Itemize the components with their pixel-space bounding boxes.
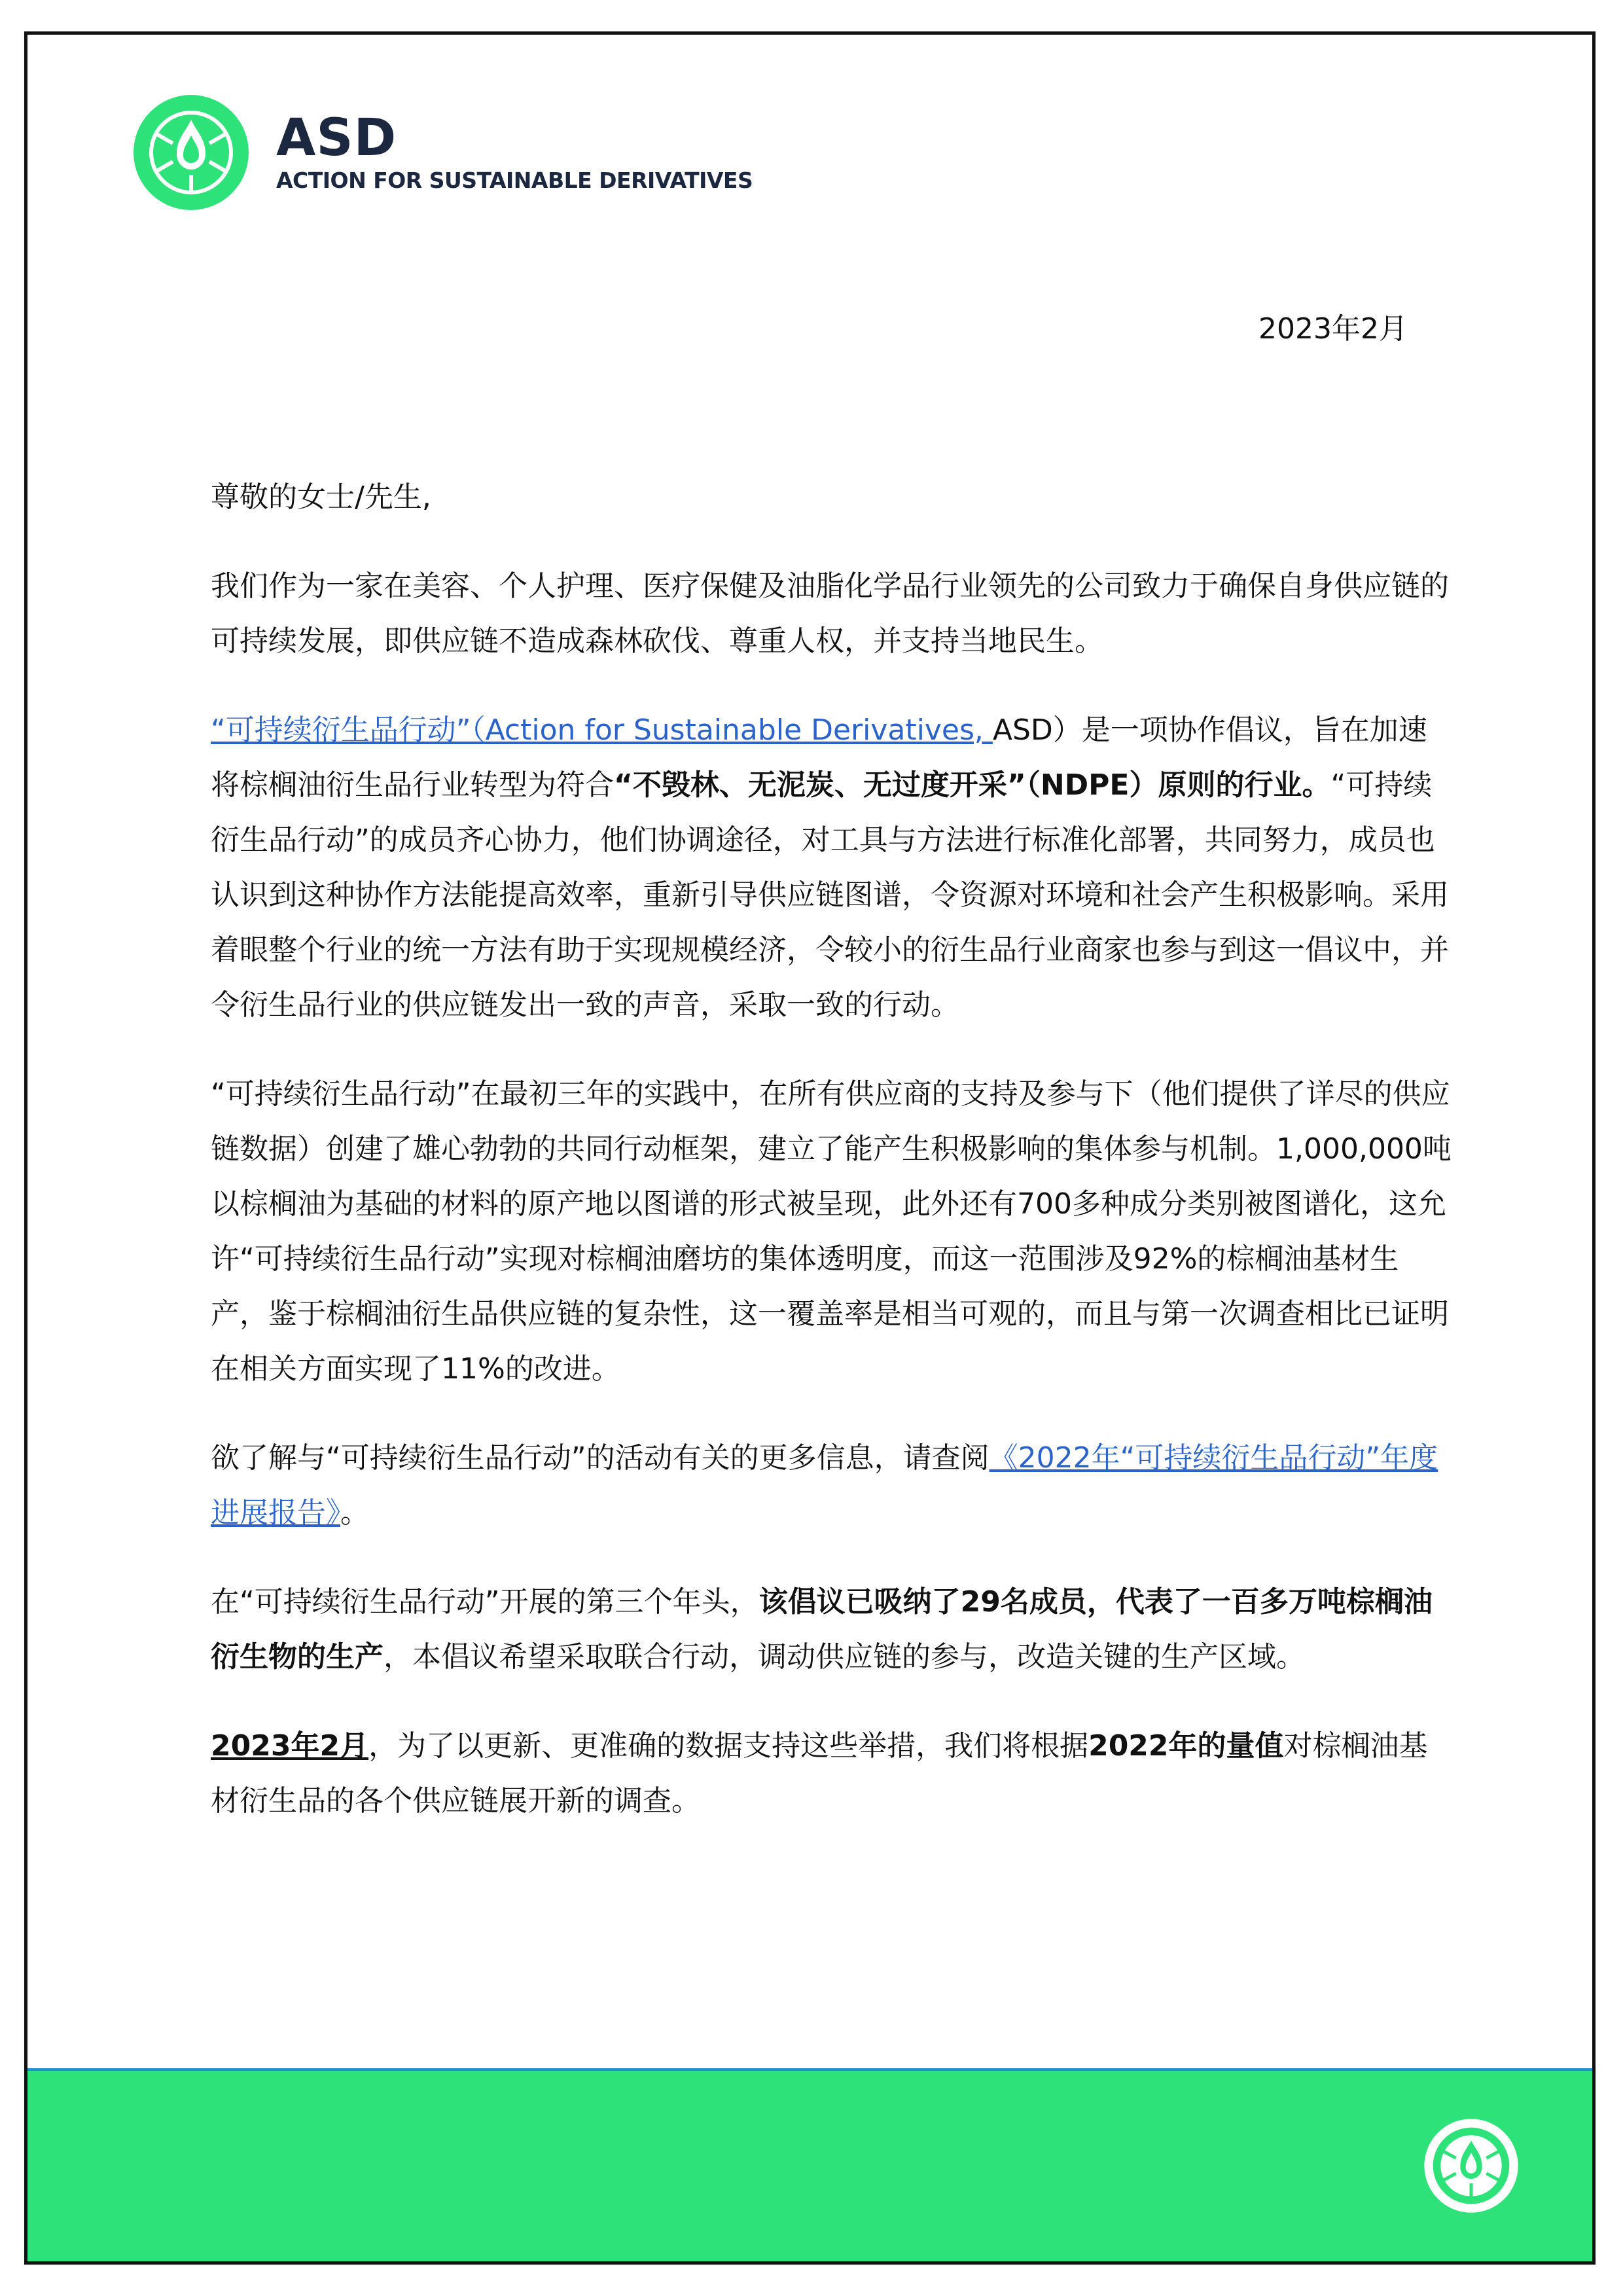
letter-body xyxy=(211,470,1454,1863)
paragraph-2-text-2: “可持续衍生品行动”的成员齐心协力，他们协调途径，对工具与方法进行标准化部署，共同努力，成员也认识到这种协作方法能提高效率，重新引导供应链图谱，令资源对环境和社会产生积极影响。采用着眼整个行业的统一方法有助于实现规模经济，令较小的衍生品行业商家也参与到这一倡议中，并令衍生品行业的供应链发出一致的声音，采取一致的行动。 xyxy=(211,768,1449,1022)
paragraph-5 xyxy=(211,1575,1454,1685)
brand-block xyxy=(276,111,753,194)
paragraph-3: “可持续衍生品行动”在最初三年的实践中，在所有供应商的支持及参与下（他们提供了详尽的供应链数据）创建了雄心勃勃的共同行动框架，建立了能产生积极影响的集体参与机制。1,000,000吨以棕榈油为基础的材料的原产地以图谱的形式被呈现，此外还有700多种成分类别被图谱化，这允许“可持续衍生品行动”实现对棕榈油磨坊的集体透明度，而这一范围涉及92%的棕榈油基材生产，鉴于棕榈油衍生品供应链的复杂性，这一覆盖率是相当可观的，而且与第一次调查相比已证明在相关方面实现了11%的改进。 xyxy=(211,1077,1452,1386)
footer-band xyxy=(27,2068,1592,2261)
paragraph-1: 我们作为一家在美容、个人护理、医疗保健及油脂化学品行业领先的公司致力于确保自身供应链的可持续发展，即供应链不造成森林砍伐、尊重人权，并支持当地民生。 xyxy=(211,569,1449,658)
salutation: 尊敬的女士/先生, xyxy=(211,480,431,514)
paragraph-2 xyxy=(211,703,1454,1033)
paragraph-2-bold: “不毁林、无泥炭、无过度开采”（NDPE）原则的行业。 xyxy=(614,768,1331,802)
paragraph-6-bold-date: 2023年2月 xyxy=(211,1729,369,1763)
paragraph-6-bold-2: 2022年的量值 xyxy=(1088,1729,1284,1763)
letter-page xyxy=(24,31,1596,2265)
paragraph-4 xyxy=(211,1431,1454,1541)
paragraph-6-text-2: 对棕榈油基材衍生品的各个供应链展开新的调查。 xyxy=(211,1729,1428,1818)
paragraph-2-text-1: ASD）是一项协作倡议，旨在加速将棕榈油衍生品行业转型为符合 xyxy=(211,713,1427,802)
paragraph-5-text-1: 在“可持续衍生品行动”开展的第三个年头， xyxy=(211,1585,759,1619)
asd-leaf-emblem-icon xyxy=(132,94,250,211)
paragraph-6-text-1: ，为了以更新、更准确的数据支持这些举措，我们将根据 xyxy=(368,1729,1089,1763)
asd-footer-emblem-icon xyxy=(1422,2117,1520,2215)
asd-link[interactable]: “可持续衍生品行动”（Action for Sustainable Derivatives, xyxy=(211,713,993,747)
letter-date: 2023年2月 xyxy=(1258,312,1408,346)
paragraph-5-bold: 该倡议已吸纳了29名成员，代表了一百多万吨棕榈油衍生物的生产 xyxy=(211,1585,1433,1674)
paragraph-5-text-2: ，本倡议希望采取联合行动，调动供应链的参与，改造关键的生产区域。 xyxy=(383,1640,1305,1674)
paragraph-4-text-1: 欲了解与“可持续衍生品行动”的活动有关的更多信息，请查阅 xyxy=(211,1441,990,1475)
brand-tagline: ACTION FOR SUSTAINABLE DERIVATIVES xyxy=(276,168,753,193)
paragraph-6 xyxy=(211,1719,1454,1829)
brand-name: ASD xyxy=(276,109,397,168)
header-logo xyxy=(132,94,753,211)
annual-report-link[interactable]: 《2022年“可持续衍生品行动”年度进展报告》 xyxy=(211,1441,1438,1530)
paragraph-4-text-2: 。 xyxy=(340,1496,369,1530)
